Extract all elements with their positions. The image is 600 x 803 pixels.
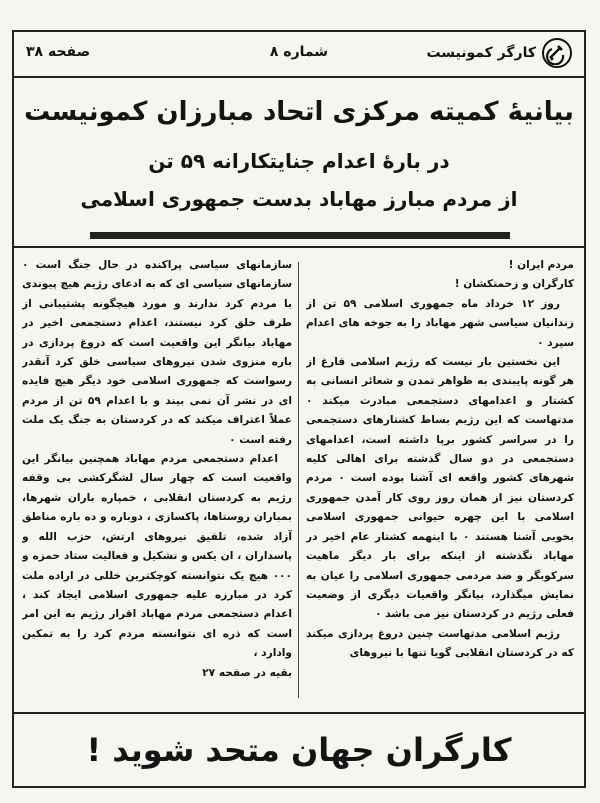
masthead [12,30,586,78]
article-column-left [22,256,292,708]
headline-subtitle-1: در بارهٔ اعدام جنایتکارانه ۵۹ تن [148,149,450,173]
paragraph: سازمانهای سیاسی پراکنده در حال جنگ است ۰ سازمانهای سیاسی ای که به ادعای رژیم هیچ پیوندی با مردم کرد ندارند و مورد هیچگونه پشتیبانی از طرف خلق کرد نیستند، اعدام دستجمعی اخیر در مهاباد بیانگر این واقعیت است که دروغ پردازی در باره منزوی شدن نیروهای سیاسی خلق کرد آنقدر رسواست که جمهوری اسلامی خود دیگر هیچ فایده ای در نشر آن نمی بیند و با اعدام ۵۹ تن از مردم عملاً اعتراف میکند که در کردستان به جنگ یک ملت رفته است ۰ [22,259,292,446]
paragraph: روز ۱۲ خرداد ماه جمهوری اسلامی ۵۹ تن از زندانیان سیاسی شهر مهاباد را به جوخه های اعدام سپرد ۰ [306,297,574,349]
headline-title: بیانیهٔ کمیته مرکزی اتحاد مبارزان کمونیست [24,97,574,127]
publication-logo [426,38,572,68]
paragraph: اعدام دستجمعی مردم مهاباد همچنین بیانگر این واقعیت است که چهار سال لشگرکشی بی وقفه رژیم به کردستان انقلابی ، خمپاره باران شهرها، بمباران روستاها، پاکسازی ، دوباره و ده باره مناطق آزاد شده، تلفیق نیروهای ارتش، حزب الله و پاسداران ، ان یکس و تشکیل و فعالیت ستاد حمزه و ۰۰۰ هیچ یک نتوانسته کوچکترین خللی در اراده ملت کرد در مبارزه علیه جمهوری اسلامی ایجاد کند ، اعدام دستجمعی مردم مهاباد اقرار رژیم به این امر است که ذره ای نتوانسته مردم کرد را به تمکین وادارد ، [22,453,292,660]
publication-name: کارگر کمونیست [426,45,536,61]
section-divider [12,246,586,248]
paragraph: رژیم اسلامی مدتهاست چنین دروغ پردازی میکند که در کردستان انقلابی گویا تنها با نیروهای [306,627,574,660]
headline-block [18,88,580,230]
issue-number: شماره ۸ [269,44,329,60]
article-column-right [306,256,574,706]
paragraph: مردم ایران ! [508,259,574,271]
paragraph: کارگران و زحمتکشان ! [454,278,574,291]
paragraph: این نخستین بار نیست که رژیم اسلامی فارغ از هر گونه پایبندی به ظواهر تمدن و شعائر انسانی به کشتار و اعدامهای دستجمعی مبادرت میکند ۰ مدتهاست که این رژیم بساط کشتارهای دستجمعی را در سراسر کشور برپا داشته است، اعدامهای دستجمعی در دو سال گذشته برای اهالی کلیه شهرهای کشور واقعه ای آشنا بوده است ۰ مردم کردستان نیز از همان روز روی کار آمدن جمهوری اسلامی با این چهره حیوانی جمهوری اسلامی بخوبی آشنا هستند ۰ با اینهمه کشتار عام اخیر در مهاباد نگذشته از اینکه برای بار دیگر ماهیت سرکوبگر و ضد مردمی جمهوری اسلامی را عیان به نمایش میگذارد، بیانگر واقعیات دیگری از وضعیت فعلی رژیم در کردستان نیز می باشد ۰ [306,356,574,621]
headline-subtitle-2: از مردم مبارز مهاباد بدست جمهوری اسلامی [80,187,518,211]
footer-slogan: کارگران جهان متحد شوید ! [86,731,512,769]
continued-note: بقیه در صفحه ۲۷ [202,666,292,679]
page-number: صفحه ۳۸ [26,44,91,60]
headline-underline [90,232,510,239]
column-divider [298,262,299,698]
hammer-sickle-icon [542,38,572,68]
